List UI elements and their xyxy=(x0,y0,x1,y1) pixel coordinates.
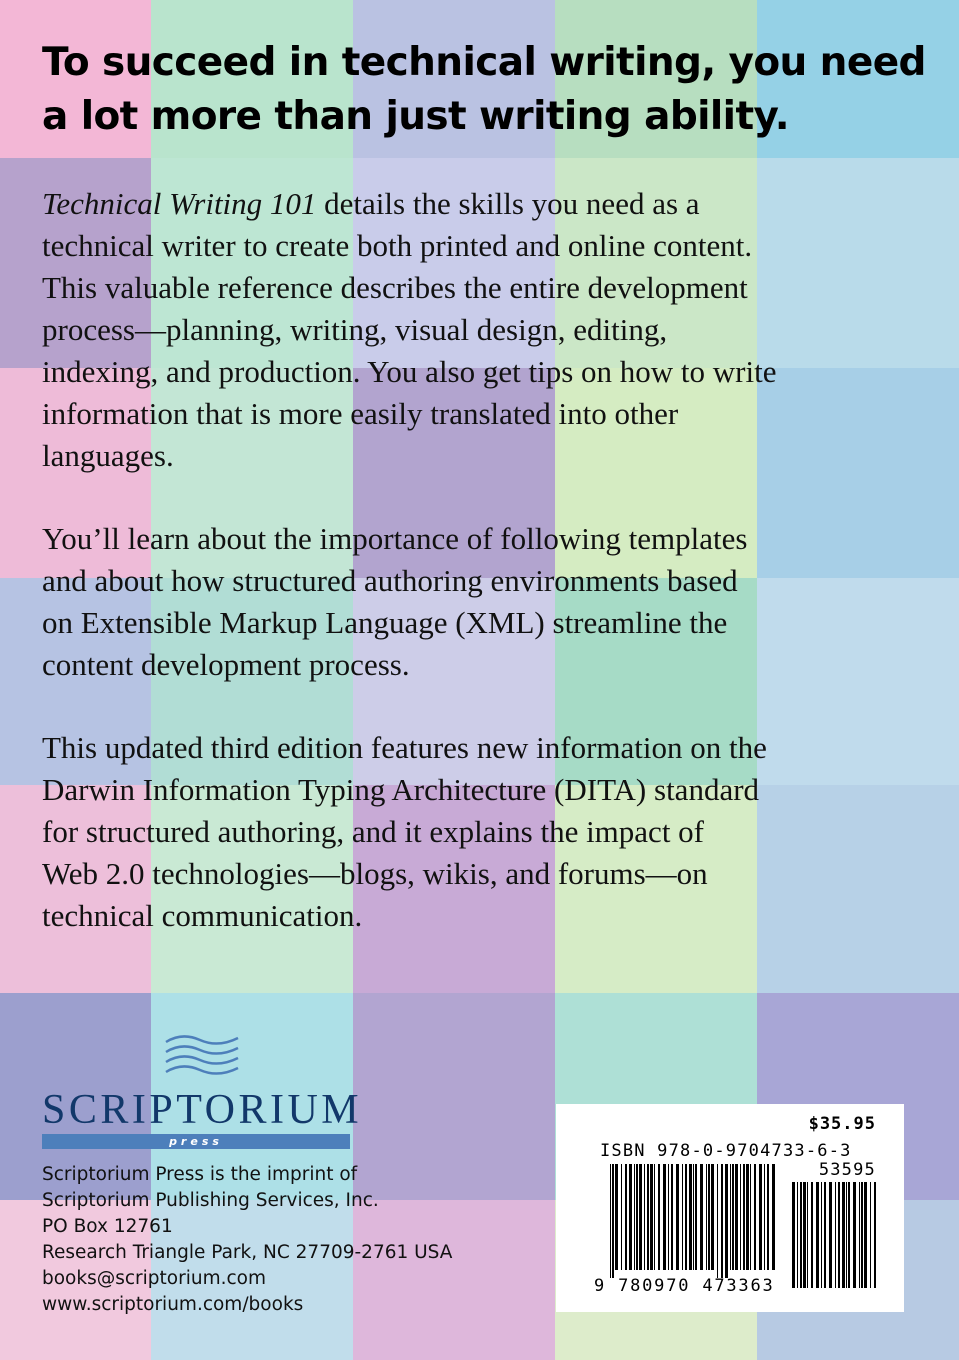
barcode-label xyxy=(556,1104,904,1312)
text-span: details the skills you need as a xyxy=(316,186,700,221)
barcode-bar xyxy=(764,1164,765,1270)
barcode-bar xyxy=(874,1182,876,1288)
text-line: process—planning, writing, visual design, editing, xyxy=(42,312,668,347)
barcode-bar xyxy=(689,1164,692,1270)
description-paragraph-2 xyxy=(42,518,942,686)
barcode-bar xyxy=(615,1164,618,1270)
barcode-bar xyxy=(824,1182,826,1288)
text-line: You’ll learn about the importance of following templates xyxy=(42,521,748,556)
barcode-bar xyxy=(725,1164,728,1278)
publisher-line: Scriptorium Press is the imprint of xyxy=(42,1164,358,1185)
barcode-bar xyxy=(671,1164,673,1270)
text-line: indexing, and production. You also get tips on how to write xyxy=(42,354,777,389)
barcode-bar xyxy=(772,1164,775,1270)
isbn-number: ISBN 978-0-9704733-6-3 xyxy=(600,1141,852,1161)
barcode-bar xyxy=(658,1164,660,1270)
barcode-bar xyxy=(807,1182,808,1288)
barcode-bar xyxy=(621,1164,622,1270)
text-line: on Extensible Markup Language (XML) streamline the xyxy=(42,605,728,640)
barcode-bar xyxy=(838,1182,840,1288)
description-paragraph-1 xyxy=(42,183,942,477)
barcode-bar xyxy=(639,1164,642,1270)
publisher-website: www.scriptorium.com/books xyxy=(42,1294,304,1315)
barcode-bar xyxy=(717,1164,718,1278)
barcode-bar xyxy=(695,1164,697,1270)
barcode-bar xyxy=(797,1182,798,1288)
barcode-bar xyxy=(870,1182,871,1288)
barcode-bar xyxy=(859,1182,860,1288)
barcode-bar xyxy=(846,1182,847,1288)
barcode-bar xyxy=(816,1182,819,1288)
headline-line: a lot more than just writing ability. xyxy=(42,94,789,139)
text-line: technical communication. xyxy=(42,898,363,933)
barcode-bar xyxy=(685,1164,687,1270)
publisher-info xyxy=(42,1162,452,1318)
description-paragraph-3 xyxy=(42,727,942,937)
text-line: technical writer to create both printed and online content. xyxy=(42,228,753,263)
barcode-bar xyxy=(811,1182,813,1288)
waves-icon xyxy=(162,1030,242,1080)
text-line: information that is more easily translated into other xyxy=(42,396,679,431)
barcode-bar xyxy=(663,1164,666,1270)
barcode-bar xyxy=(835,1182,836,1288)
barcode-bar xyxy=(650,1164,653,1270)
barcode-bar xyxy=(743,1164,745,1270)
price: $35.95 xyxy=(808,1114,876,1134)
barcode-bar xyxy=(821,1182,822,1288)
barcode-bar xyxy=(682,1164,683,1270)
barcode-bar xyxy=(700,1164,703,1270)
publisher-email: books@scriptorium.com xyxy=(42,1268,266,1289)
barcode-bar xyxy=(848,1182,850,1288)
headline-line: To succeed in technical writing, you need xyxy=(42,40,926,85)
barcode-bar xyxy=(730,1164,731,1270)
barcode-bar xyxy=(644,1164,645,1270)
barcode-bar xyxy=(864,1182,867,1288)
scriptorium-press-logo xyxy=(42,1030,362,1155)
barcode-bar xyxy=(800,1182,802,1288)
text-line: for structured authoring, and it explains the impact of xyxy=(42,814,705,849)
publisher-line: Scriptorium Publishing Services, Inc. xyxy=(42,1190,379,1211)
barcode-bar xyxy=(740,1164,741,1270)
text-line xyxy=(42,183,942,225)
publisher-address: Research Triangle Park, NC 27709-2761 USA xyxy=(42,1242,453,1263)
barcode-bar xyxy=(803,1182,806,1288)
publisher-address: PO Box 12761 xyxy=(42,1216,173,1237)
text-line: and about how structured authoring environments based xyxy=(42,563,738,598)
barcode-bar xyxy=(629,1164,632,1270)
text-line: content development process. xyxy=(42,647,410,682)
logo-wordmark: SCRIPTORIUM xyxy=(42,1087,363,1133)
barcode-bar xyxy=(647,1164,649,1270)
barcode-bar xyxy=(853,1182,856,1288)
barcode-bar xyxy=(676,1164,679,1270)
barcode-bar xyxy=(735,1164,738,1270)
barcode-bar xyxy=(706,1164,707,1270)
headline xyxy=(42,36,942,144)
barcode-bar xyxy=(746,1164,749,1270)
barcode-bar xyxy=(732,1164,734,1270)
barcode-bar xyxy=(612,1164,614,1278)
barcode-bar xyxy=(636,1164,638,1270)
barcode-bar xyxy=(861,1182,863,1288)
text-line: Web 2.0 technologies—blogs, wikis, and forums—on xyxy=(42,856,708,891)
text-line: languages. xyxy=(42,438,174,473)
ean-digits: 9 780970 473363 xyxy=(594,1276,775,1296)
book-title: Technical Writing 101 xyxy=(42,186,317,221)
text-line: This valuable reference describes the entire development xyxy=(42,270,748,305)
logo-subtitle-bar: press xyxy=(42,1134,350,1149)
barcode-bar xyxy=(693,1164,694,1270)
barcode-bar xyxy=(759,1164,762,1270)
barcode-bar xyxy=(754,1164,756,1270)
barcode-bar xyxy=(750,1164,751,1270)
barcode-bar xyxy=(708,1164,710,1270)
barcode-bar xyxy=(634,1164,635,1270)
barcode-bar xyxy=(842,1182,845,1288)
barcode-bar xyxy=(668,1164,669,1270)
barcode-bar xyxy=(654,1164,655,1270)
barcode-bar xyxy=(792,1182,795,1288)
barcode-bar xyxy=(711,1164,714,1270)
barcode-bar xyxy=(767,1164,769,1270)
barcode-bar xyxy=(610,1164,611,1278)
barcode-bar xyxy=(721,1164,723,1278)
barcode-bar xyxy=(829,1182,832,1288)
price-addon-code: 53595 xyxy=(818,1160,876,1180)
barcode-bar xyxy=(625,1164,627,1270)
text-line: This updated third edition features new information on the xyxy=(42,730,767,765)
text-line: Darwin Information Typing Architecture (DITA) standard xyxy=(42,772,760,807)
